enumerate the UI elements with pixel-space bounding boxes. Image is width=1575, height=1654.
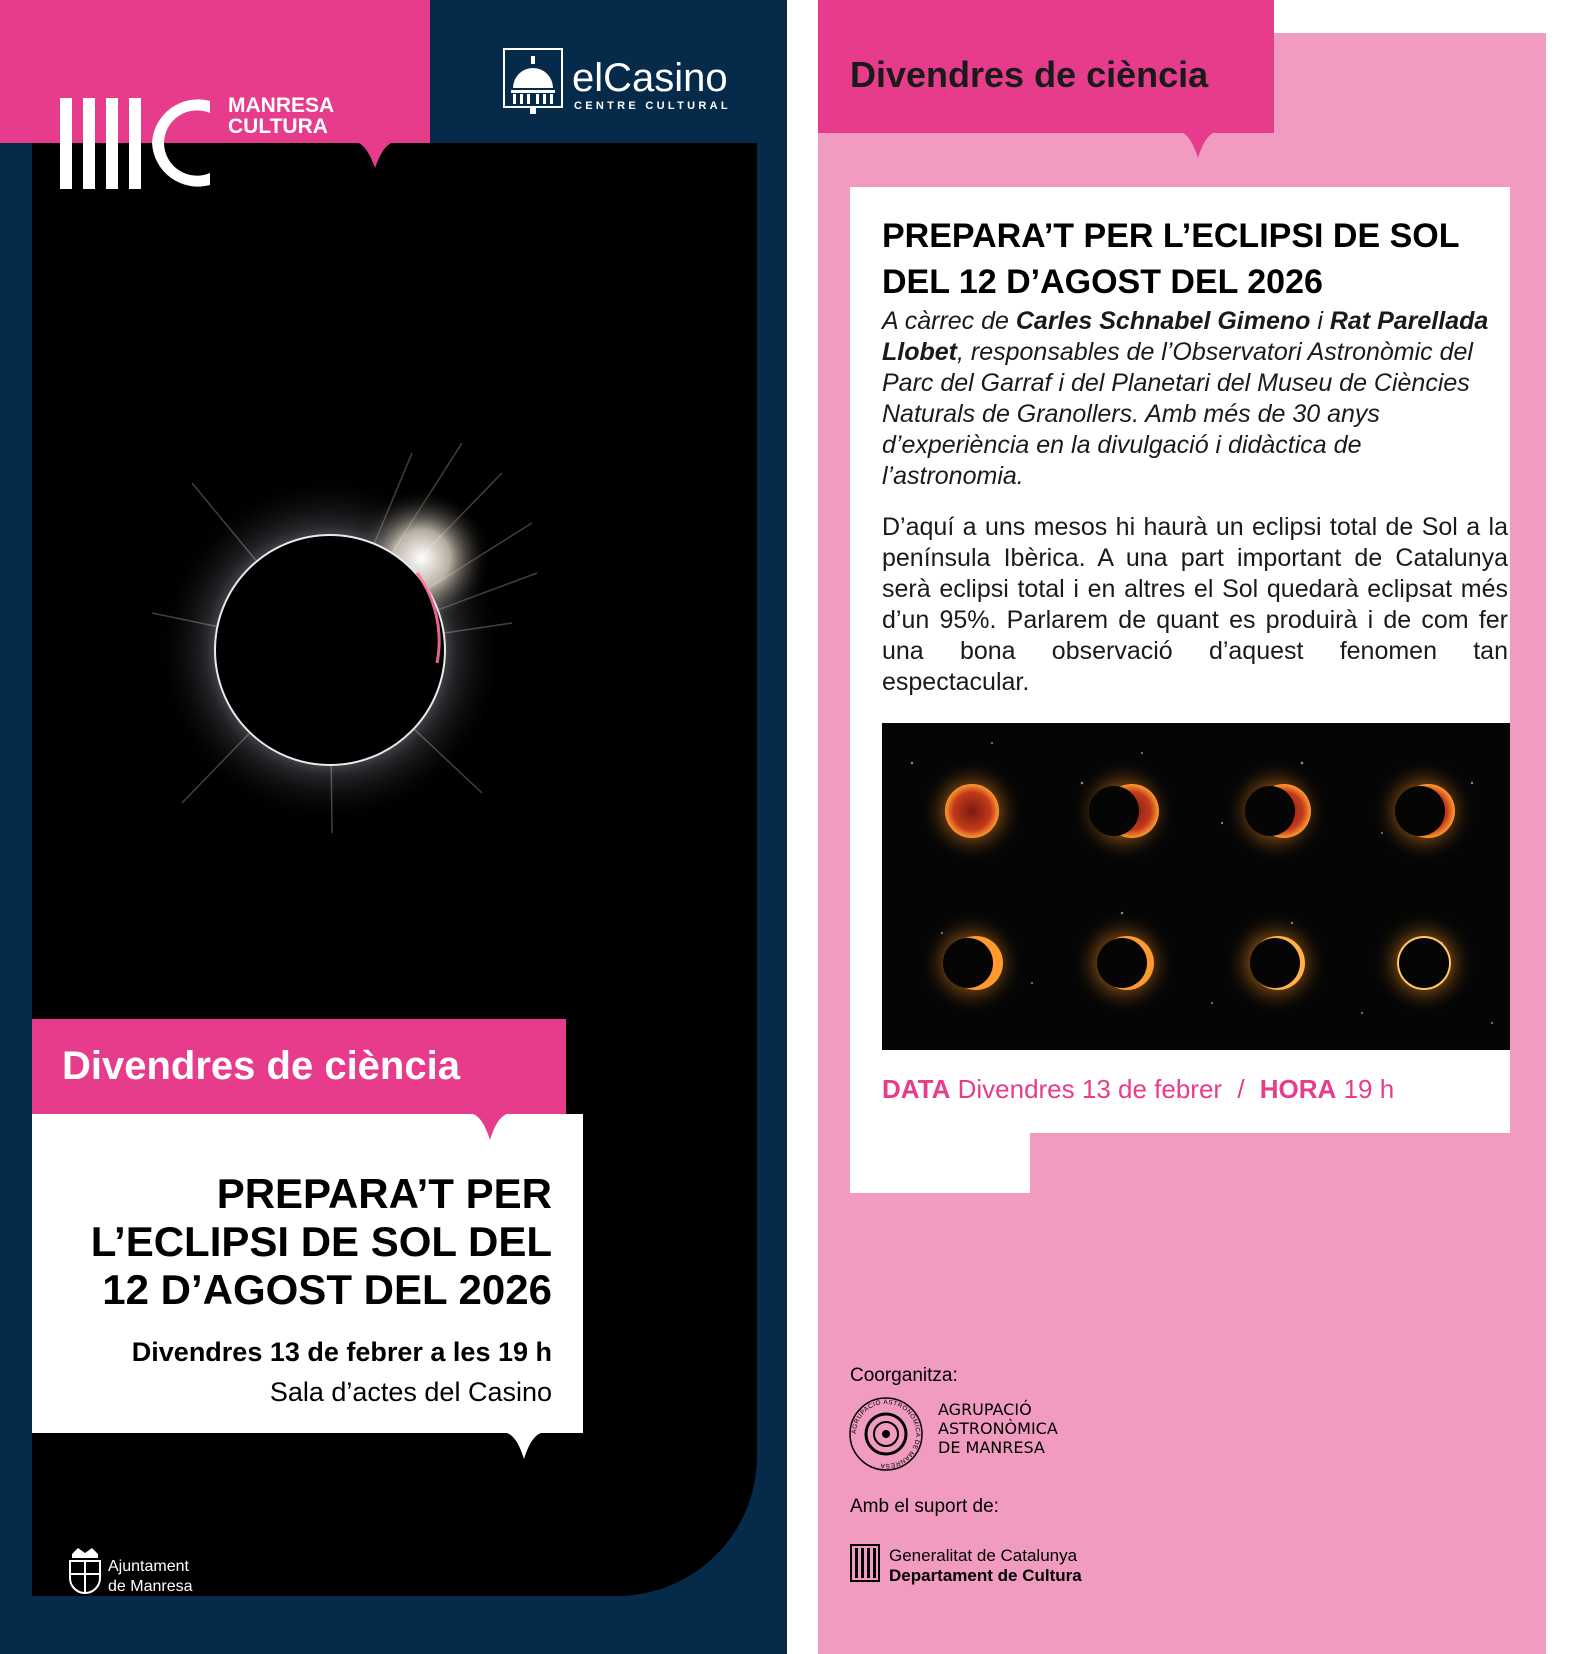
phase-6 bbox=[1072, 911, 1176, 1015]
left-date-line: Divendres 13 de febrer a les 19 h bbox=[131, 1337, 552, 1367]
card-notch bbox=[900, 1131, 956, 1161]
manresa-word: MANRESA bbox=[228, 94, 335, 117]
tag-notch bbox=[462, 1112, 518, 1142]
phase-1 bbox=[920, 759, 1024, 863]
left-title-line-1: PREPARA’T PER bbox=[216, 1170, 552, 1217]
event-description: D’aquí a uns mesos hi haurà un eclipsi total de Sol a la península Ibèrica. A una part important de Catalunya serà eclipsi total i en altres el Sol quedarà eclipsat més d’un 95%. Parlarem de quant es produirà i de com fer una bona observació d’aquest fenomen tan espectacular. bbox=[882, 513, 1508, 696]
agrupacio-logo bbox=[848, 1396, 924, 1477]
date-time-line bbox=[882, 1073, 1394, 1105]
left-event-title bbox=[32, 1170, 552, 1314]
title-box-notch bbox=[496, 1431, 552, 1461]
cultura-word: CULTURA bbox=[228, 115, 328, 138]
casino-subtitle: CENTRE CULTURAL bbox=[574, 100, 731, 112]
right-tag-label: Divendres de ciència bbox=[850, 54, 1209, 95]
casino-wordmark bbox=[572, 58, 728, 98]
intro-joiner: i bbox=[1310, 307, 1330, 335]
eclipse-phases-svg bbox=[882, 723, 1510, 1050]
right-lower-gutter bbox=[818, 1133, 850, 1654]
ajuntament-line-2: de Manresa bbox=[108, 1578, 193, 1595]
ajuntament-line-1: Ajuntament bbox=[108, 1558, 189, 1575]
hora-label: HORA bbox=[1259, 1074, 1337, 1104]
generalitat-flag-icon bbox=[850, 1544, 880, 1582]
phase-3 bbox=[1224, 759, 1328, 863]
support-label: Amb el suport de: bbox=[850, 1496, 999, 1517]
navy-bottom-strip bbox=[0, 1596, 787, 1654]
casino-logo bbox=[503, 48, 563, 119]
data-label: DATA bbox=[882, 1074, 951, 1104]
phase-5 bbox=[920, 911, 1024, 1015]
agrupacio-line-3: DE MANRESA bbox=[938, 1438, 1045, 1457]
phase-7 bbox=[1224, 911, 1328, 1015]
casino-el: el bbox=[572, 56, 604, 100]
agrupacio-line-2: ASTRONÒMICA bbox=[938, 1419, 1058, 1438]
intro-prefix: A càrrec de bbox=[882, 307, 1016, 335]
right-title-line-1: PREPARA’T PER L’ECLIPSI DE SOL bbox=[882, 217, 1460, 255]
date-time-separator: / bbox=[1237, 1074, 1245, 1104]
emblem-ring-text: AGRUPACIÓ ASTRONÒMICA DE MANRESA bbox=[850, 1398, 922, 1470]
mc-logo-mark bbox=[60, 93, 212, 194]
right-top-white bbox=[1274, 0, 1546, 33]
speaker-1: Carles Schnabel Gimeno bbox=[1015, 307, 1311, 335]
eclipse-phases-image bbox=[882, 723, 1510, 1050]
mc-logo-icon bbox=[60, 93, 212, 189]
generalitat-wordmark bbox=[889, 1546, 1082, 1586]
right-event-title bbox=[882, 213, 1502, 305]
casino-name: Casino bbox=[603, 56, 728, 100]
generalitat-line-2: Departament de Cultura bbox=[889, 1566, 1082, 1585]
phase-2 bbox=[1072, 759, 1176, 863]
speakers-intro bbox=[882, 306, 1508, 492]
ajuntament-logo bbox=[68, 1548, 102, 1603]
manresa-coat-of-arms-icon bbox=[68, 1548, 102, 1598]
hora-value: 19 h bbox=[1343, 1074, 1395, 1104]
ajuntament-wordmark bbox=[108, 1557, 193, 1597]
agrupacio-wordmark bbox=[938, 1400, 1058, 1457]
right-tag-notch bbox=[1170, 130, 1226, 160]
generalitat-line-1: Generalitat de Catalunya bbox=[889, 1546, 1078, 1565]
generalitat-logo bbox=[850, 1544, 880, 1587]
navy-border-left bbox=[0, 143, 32, 1654]
phase-4 bbox=[1372, 759, 1476, 863]
manresa-cultura-wordmark bbox=[228, 95, 334, 137]
left-title-line-3: 12 D’AGOST DEL 2026 bbox=[102, 1266, 552, 1313]
astronomy-group-emblem-icon bbox=[848, 1396, 924, 1472]
intro-rest: , responsables de l’Observatori Astronòmic del Parc del Garraf i del Planetari del Museu de Ciències Naturals de Granollers. Amb més de 30 anys d’experiència en la divulgació i didàctica de l’astronomia. bbox=[882, 338, 1473, 490]
agrupacio-line-1: AGRUPACIÓ bbox=[938, 1400, 1032, 1419]
left-title-line-2: L’ECLIPSI DE SOL DEL bbox=[90, 1218, 552, 1265]
speaker-2: Rat Parellada Llobet bbox=[882, 307, 1489, 366]
coorganiser-label: Coorganitza: bbox=[850, 1365, 958, 1386]
header-notch bbox=[345, 140, 405, 170]
phase-8 bbox=[1372, 911, 1476, 1015]
moon-disk bbox=[215, 535, 445, 765]
data-value: Divendres 13 de febrer bbox=[957, 1074, 1223, 1104]
left-tag-label: Divendres de ciència bbox=[62, 1044, 460, 1088]
casino-building-icon bbox=[503, 48, 563, 114]
right-title-line-2: DEL 12 D’AGOST DEL 2026 bbox=[882, 263, 1323, 301]
left-venue: Sala d’actes del Casino bbox=[269, 1377, 552, 1407]
navy-border-right bbox=[757, 143, 787, 1654]
